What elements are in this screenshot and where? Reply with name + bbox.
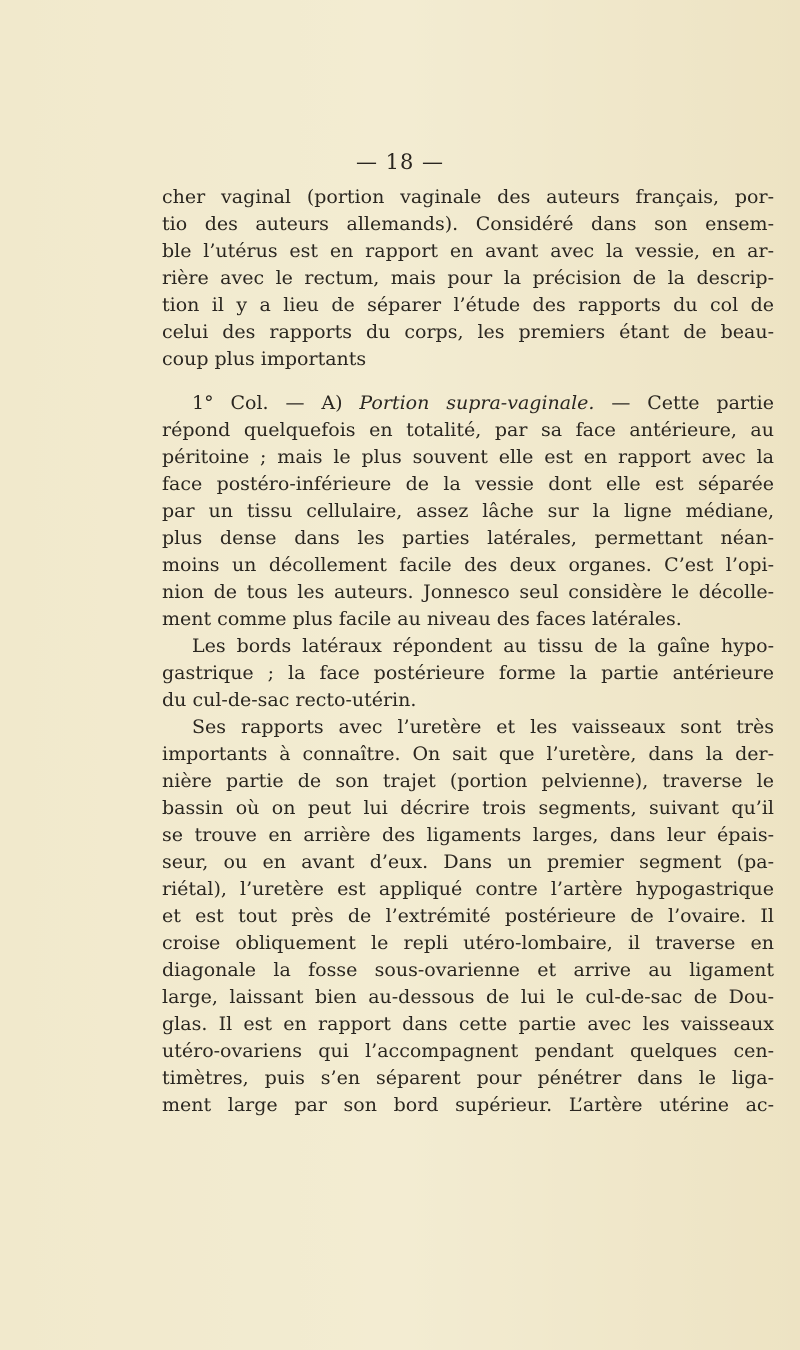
text-line: seur, ou en avant d’eux. Dans un premier segment (pa- [162, 851, 774, 873]
text-line: du cul-de-sac recto-utérin. [162, 689, 417, 711]
text-line: gastrique ; la face postérieure forme la partie antérieure [162, 662, 774, 684]
page-body-text [162, 184, 774, 1119]
section-heading-line [162, 390, 774, 417]
section-heading-prefix: 1° Col. — A) [192, 392, 360, 414]
text-line: croise obliquement le repli utéro-lombaire, il traverse en [162, 932, 774, 954]
paragraph-intro [162, 184, 774, 373]
paragraph-uretere [162, 714, 774, 1119]
text-line: plus dense dans les parties latérales, permettant néan- [162, 527, 774, 549]
text-line: tio des auteurs allemands). Considéré dans son ensem- [162, 213, 774, 235]
text-line: glas. Il est en rapport dans cette partie avec les vaisseaux [162, 1013, 774, 1035]
paragraph-bords-lateraux [162, 633, 774, 714]
text-line: Ses rapports avec l’uretère et les vaisseaux sont très [192, 716, 774, 738]
text-line: face postéro-inférieure de la vessie dont elle est séparée [162, 473, 774, 495]
text-line: se trouve en arrière des ligaments larges, dans leur épais- [162, 824, 774, 846]
text-line: ment large par son bord supérieur. L’artère utérine ac- [162, 1094, 774, 1116]
paragraph-col-supra-vaginale [162, 390, 774, 633]
text-line: par un tissu cellulaire, assez lâche sur la ligne médiane, [162, 500, 774, 522]
section-heading-rest: — Cette partie [594, 392, 774, 414]
text-line: timètres, puis s’en séparent pour pénétrer dans le liga- [162, 1067, 774, 1089]
text-line: moins un décollement facile des deux organes. C’est l’opi- [162, 554, 774, 576]
text-line: importants à connaître. On sait que l’uretère, dans la der- [162, 743, 774, 765]
text-line: bassin où on peut lui décrire trois segments, suivant qu’il [162, 797, 774, 819]
text-line: cher vaginal (portion vaginale des auteurs français, por- [162, 186, 774, 208]
text-line: Les bords latéraux répondent au tissu de la gaîne hypo- [192, 635, 774, 657]
text-line: péritoine ; mais le plus souvent elle est en rapport avec la [162, 446, 774, 468]
section-heading-title: Portion supra-vaginale. [359, 392, 595, 414]
text-line: coup plus importants [162, 348, 367, 370]
text-line: et est tout près de l’extrémité postérieure de l’ovaire. Il [162, 905, 774, 927]
text-line: ment comme plus facile au niveau des faces latérales. [162, 608, 682, 630]
text-line: diagonale la fosse sous-ovarienne et arrive au ligament [162, 959, 774, 981]
text-line: ble l’utérus est en rapport en avant avec la vessie, en ar- [162, 240, 774, 262]
text-line: celui des rapports du corps, les premiers étant de beau- [162, 321, 774, 343]
text-line: utéro-ovariens qui l’accompagnent pendant quelques cen- [162, 1040, 774, 1062]
text-line: riétal), l’uretère est appliqué contre l’artère hypogastrique [162, 878, 774, 900]
text-line: nière partie de son trajet (portion pelvienne), traverse le [162, 770, 774, 792]
text-line: large, laissant bien au-dessous de lui le cul-de-sac de Dou- [162, 986, 774, 1008]
text-line: nion de tous les auteurs. Jonnesco seul considère le décolle- [162, 581, 774, 603]
text-line: tion il y a lieu de séparer l’étude des rapports du col de [162, 294, 774, 316]
text-line: répond quelquefois en totalité, par sa face antérieure, au [162, 419, 774, 441]
text-line: rière avec le rectum, mais pour la précision de la descrip- [162, 267, 774, 289]
page-number: — 18 — [355, 150, 445, 174]
